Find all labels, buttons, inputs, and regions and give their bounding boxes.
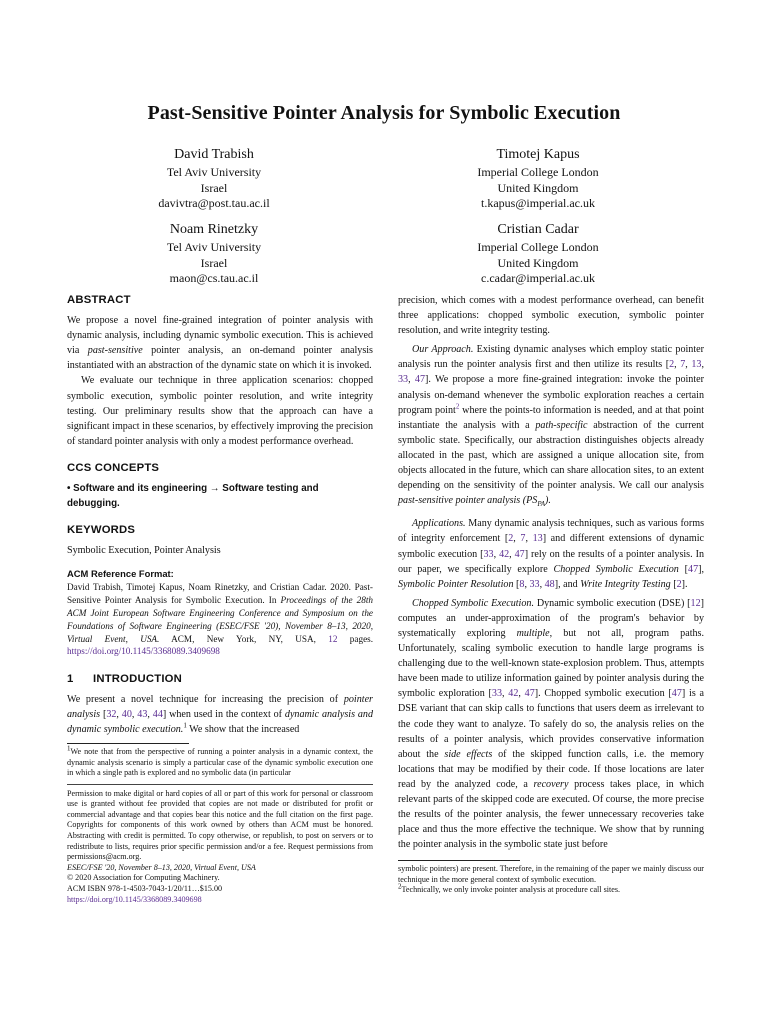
- citation-link[interactable]: 40: [121, 709, 132, 721]
- intro-heading: 1 INTRODUCTION: [67, 673, 183, 686]
- permission-notice: Permission to make digital or hard copies of all or part of this work for personal or classroom use is granted without fee provided that copies are not made or distributed for profit or commercial advantage and that copies bear this notice and the full citation on the first page. Copyrights for components of this work owned by others than ACM must be honored. Abstracting with credit is permitted. To copy otherwise, or republish, to post on servers or to redistribute to lists, requires prior specific permission and/or a fee. Request permissions from permissions@acm.org. ESEC/FSE '20, November 8–13, 2020, Virtual Event, USA © 2020 Association for Computing Machinery. ACM ISBN 978-1-4503-7043-1/20/11…$15.00 https://doi.org/10.1145/3368089.3409698: [67, 788, 373, 904]
- keywords-heading: KEYWORDS: [67, 524, 136, 537]
- venue-line: ESEC/FSE '20, November 8–13, 2020, Virtual Event, USA: [67, 862, 256, 872]
- paper-title: Past-Sensitive Pointer Analysis for Symbolic Execution: [147, 102, 621, 124]
- author-name: Noam Rinetzky: [169, 222, 259, 237]
- isbn-line: ACM ISBN 978-1-4503-7043-1/20/11…$15.00: [67, 884, 223, 894]
- author-country: United Kingdom: [497, 180, 579, 195]
- doi-link[interactable]: https://doi.org/10.1145/3368089.3409698: [67, 646, 220, 657]
- ccs-concepts: • Software and its engineering → Software testing and debugging.: [67, 483, 319, 510]
- citation-link[interactable]: 43: [137, 709, 148, 721]
- right-column: [398, 293, 704, 896]
- citation-link[interactable]: 12: [690, 597, 701, 609]
- abstract-paragraph: We propose a novel fine-grained integration of pointer analysis with dynamic analysis, including dynamic symbolic execution. This is achieved via past-sensitive pointer analysis, an on-demand pointer analysis instantiated with an abstraction of the dynamic state on which it is invoked.: [67, 315, 373, 372]
- keywords-text: Symbolic Execution, Pointer Analysis: [67, 545, 221, 557]
- footnote-1: 1We note that from the perspective of running a pointer analysis in a dynamic context, the dynamic analysis scenario is simply a particular case of the dynamic symbolic execution one in which a single path is explored and no symbolic data (in particular: [67, 744, 373, 778]
- citation-link[interactable]: 13: [691, 359, 702, 371]
- citation-link[interactable]: 47: [524, 688, 535, 700]
- copyright-line: © 2020 Association for Computing Machinery.: [67, 873, 220, 883]
- citation-link[interactable]: 47: [514, 548, 525, 560]
- citation-link[interactable]: 47: [688, 563, 699, 575]
- citation-link[interactable]: 48: [544, 578, 555, 590]
- citation-link[interactable]: 44: [152, 709, 163, 721]
- author-block: [418, 146, 658, 212]
- citation-link[interactable]: 33: [491, 688, 502, 700]
- citation-link[interactable]: 13: [532, 533, 543, 545]
- author-country: United Kingdom: [497, 255, 579, 270]
- intro-paragraph: We present a novel technique for increasing the precision of pointer analysis [32, 40, 43, 44] when used in the context of dynamic analysis and dynamic symbolic execution.$^1$ We show that the increased: [67, 694, 374, 736]
- citation-link[interactable]: 33: [398, 374, 409, 386]
- applications-paragraph: Applications. Many dynamic analysis techniques, such as various forms of integrity enforcement [2, 7, 13] and different extensions of dynamic symbolic execution [33, 42, 47] rely on the results of a pointer analysis. In our paper, we specifically explore Chopped Symbolic Execution [47], Symbolic Pointer Resolution [8, 33, 48], and Write Integrity Testing [2].: [398, 518, 705, 590]
- citation-link[interactable]: 2: [676, 578, 682, 590]
- permission-rule: [67, 784, 373, 785]
- author-name: David Trabish: [174, 147, 254, 162]
- citation-link[interactable]: 42: [499, 548, 510, 560]
- author-email[interactable]: davivtra@post.tau.ac.il: [158, 196, 270, 211]
- footnote-rule: [67, 743, 189, 744]
- author-country: Israel: [200, 180, 228, 195]
- footnote-1-continued: symbolic pointers) are present. Therefore, in the remaining of the paper we mainly discuss our technique in the more general context of symbolic execution.: [398, 864, 704, 884]
- footnote-marker[interactable]: 2: [455, 402, 460, 411]
- left-column: [67, 293, 373, 905]
- chopped-paragraph: Chopped Symbolic Execution. Dynamic symbolic execution (DSE) [12] computes an under-approximation of the program's behavior by systematically exploring multiple, but not all, program paths. Unfortunately, scaling symbolic execution to handle large programs is challenging due to the well-known state-explosion problem. Thus, attempts have been made to utilize information gained by pointer analysis during the symbolic exploration [33, 42, 47]. Chopped symbolic execution [47] is a DSE variant that can skip calls to functions that users deem as irrelevant to the code they want to analyze. To safely do so, the analysis relies on the results of a pointer analysis, which provides conservative information about the side effects of the skipped function calls, i.e. the memory locations that may be modified by their code. If those locations are later read by the analyzed code, a recovery process takes place, in which relevant parts of the skipped code are executed. Of course, the more precise the results of the pointer analysis, the fewer unnecessary recoveries take place and thus the more effective the technique. We show that by running the pointer analysis in the symbolic state just before: [398, 597, 705, 851]
- citation-link[interactable]: 8: [519, 578, 525, 590]
- author-email[interactable]: t.kapus@imperial.ac.uk: [480, 196, 596, 211]
- author-affiliation: Tel Aviv University: [166, 165, 262, 179]
- citation-link[interactable]: 2: [508, 533, 514, 545]
- author-block: [418, 221, 658, 287]
- citation-link[interactable]: 42: [508, 688, 519, 700]
- citation-link[interactable]: 7: [680, 359, 686, 371]
- footnote-marker[interactable]: 1: [183, 722, 187, 731]
- intro-continued: precision, which comes with a modest performance overhead, can benefit three applications: chopped symbolic execution, symbolic pointer resolution, and write integrity testing.: [398, 295, 704, 337]
- citation-link[interactable]: 47: [671, 688, 682, 700]
- author-affiliation: Tel Aviv University: [166, 240, 262, 254]
- citation-link[interactable]: 47: [414, 374, 426, 386]
- citation-link[interactable]: 2: [669, 359, 675, 371]
- pages-link[interactable]: 12: [328, 633, 338, 644]
- acm-reference-heading: ACM Reference Format:: [67, 568, 174, 580]
- author-country: Israel: [200, 255, 228, 270]
- footnote-rule: [398, 860, 520, 861]
- ccs-heading: CCS CONCEPTS: [67, 461, 160, 474]
- citation-link[interactable]: 33: [529, 578, 540, 590]
- permission-doi-link[interactable]: https://doi.org/10.1145/3368089.3409698: [67, 894, 202, 904]
- abstract-paragraph: We evaluate our technique in three application scenarios: chopped symbolic execution, symbolic pointer resolution, and write integrity testing. Our preliminary results show that the approach can have a significant impact in these scenarios, by effectively improving the precision of standard pointer analysis with only a modest performance overhead.: [67, 375, 373, 447]
- footnote-2: 2Technically, we only invoke pointer analysis at procedure call sites.: [398, 882, 620, 895]
- author-email[interactable]: c.cadar@imperial.ac.uk: [481, 271, 595, 286]
- author-email[interactable]: maon@cs.tau.ac.il: [169, 271, 259, 286]
- approach-paragraph: Our Approach. Existing dynamic analyses which employ static pointer analysis run the pointer analysis first and then utilize its results [2, 7, 13, 33, 47]. We propose a more fine-grained integration: invoke the pointer analysis on-demand whenever the symbolic exploration reaches a certain program point$^2$ where the points-to information is needed, and at that point instantiate the analysis with a path-specific abstraction of the current symbolic state. Specifically, our abstraction distinguishes objects already allocated in the past, which are assigned a unique allocation site, from objects allocated in the future, which can share allocation sites, to an extent depending on the sensitivity of the pointer analysis. We call our analysis past-sensitive pointer analysis $(PS_{PA})$.: [398, 344, 704, 509]
- acm-reference-text: David Trabish, Timotej Kapus, Noam Rinetzky, and Cristian Cadar. 2020. Past-Sensitive Pointer Analysis for Symbolic Execution. In Proceedings of the 28th ACM Joint European Software Engineering Conference and Symposium on the Foundations of Software Engineering (ESEC/FSE '20), November 8–13, 2020, Virtual Event, USA. ACM, New York, NY, USA, 12 pages. https://doi.org/10.1145/3368089.3409698: [67, 582, 374, 657]
- citation-link[interactable]: 32: [106, 709, 117, 721]
- author-affiliation: Imperial College London: [477, 240, 599, 254]
- author-name: Timotej Kapus: [496, 147, 580, 162]
- abstract-heading: ABSTRACT: [67, 294, 131, 306]
- author-block: [94, 146, 334, 212]
- citation-link[interactable]: 7: [520, 533, 526, 545]
- author-block: [94, 221, 334, 287]
- citation-link[interactable]: 33: [483, 548, 494, 560]
- author-name: Cristian Cadar: [497, 222, 579, 237]
- author-affiliation: Imperial College London: [477, 165, 599, 179]
